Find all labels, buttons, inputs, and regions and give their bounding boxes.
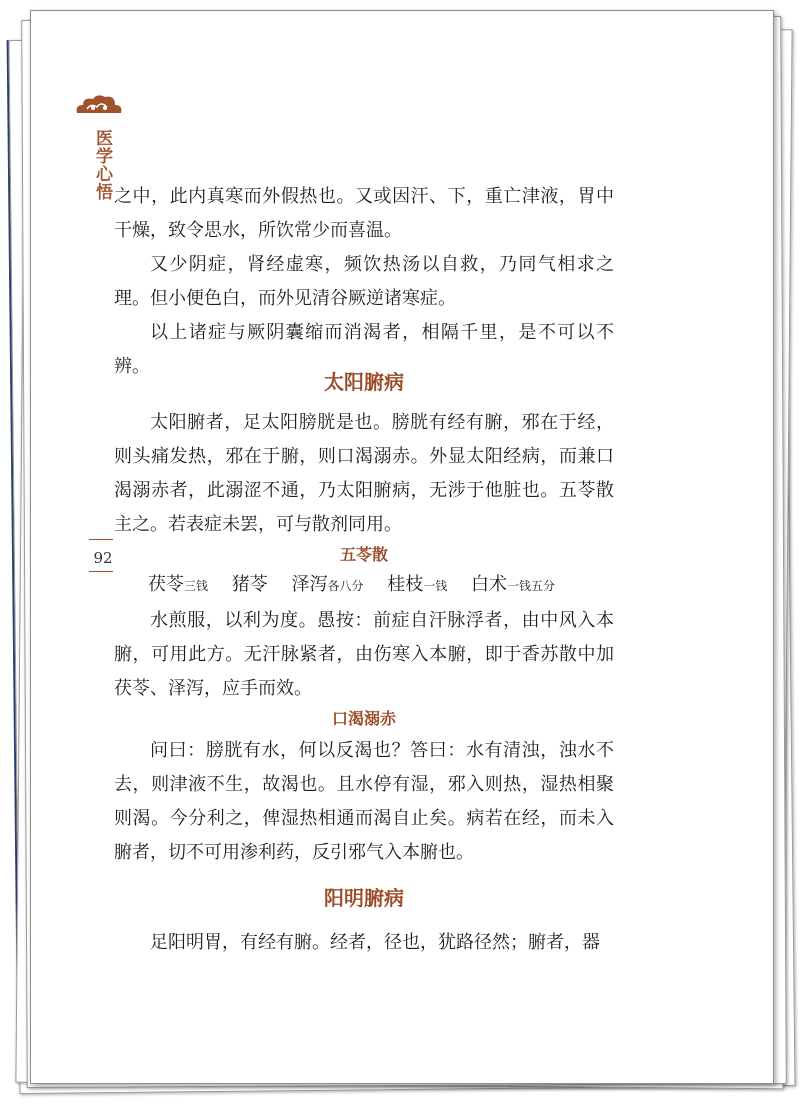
page-number: 92 [93,549,113,567]
folio-rule [89,539,113,540]
subsection-heading: 五苓散 [339,545,388,564]
section-heading: 太阳腑病 [324,370,404,394]
paragraph-text: 水煎服，以利为度。愚按：前症自汗脉浮者，由中风入本腑，可用此方。无汗脉紧者，由伤寒入本腑，即于香苏散中加茯苓、泽泻，应手而效。 [114,610,614,699]
paragraph [114,180,614,384]
paragraph [114,604,614,706]
paragraph-text: 以上诸症与厥阴囊缩而消渴者，相隔千里，是不可以不辨。 [114,322,614,377]
paragraph-text: 足阳明胃，有经有腑。经者，径也，犹路径然；腑者，器 [150,932,600,953]
herb-item: 桂枝一钱 [387,574,448,595]
recipe-line [148,570,573,596]
running-head: 医学心悟 [92,129,112,201]
paragraph-text: 之中，此内真寒而外假热也。又或因汗、下，重亡津液，胃中干燥，致令思水，所饮常少而喜温。 [114,186,614,241]
paragraph [114,406,614,542]
subsection-heading: 口渴溺赤 [331,709,396,728]
folio-rule [89,571,113,572]
herb-item: 茯苓三钱 [148,574,209,595]
cloud-ornament-icon [73,93,125,119]
paragraph-text: 问曰：膀胱有水，何以反渴也？答曰：水有清浊，浊水不去，则津液不生，故渴也。且水停有湿，邪入则热，湿热相聚则渴。今分利之，俾湿热相通而渴自止矣。病若在经，而未入腑者，切不可用渗利药，反引邪气入本腑也。 [114,740,614,863]
section-heading: 阳明腑病 [324,886,404,910]
paragraph-text: 又少阴症，肾经虚寒，频饮热汤以自救，乃同气相求之理。但小便色白，而外见清谷厥逆诸寒症。 [114,254,614,309]
paragraph [114,926,614,960]
paragraph [114,734,614,870]
paragraph-text: 太阳腑者，足太阳膀胱是也。膀胱有经有腑，邪在于经，则头痛发热，邪在于腑，则口渴溺赤。外显太阳经病，而兼口渴溺赤者，此溺涩不通，乃太阳腑病，无涉于他脏也。五苓散主之。若表症未罢，可与散剂同用。 [114,412,614,535]
herb-item: 猪苓 [231,574,268,595]
herb-item: 泽泻各八分 [291,574,364,595]
herb-item: 白术一钱五分 [470,574,555,595]
